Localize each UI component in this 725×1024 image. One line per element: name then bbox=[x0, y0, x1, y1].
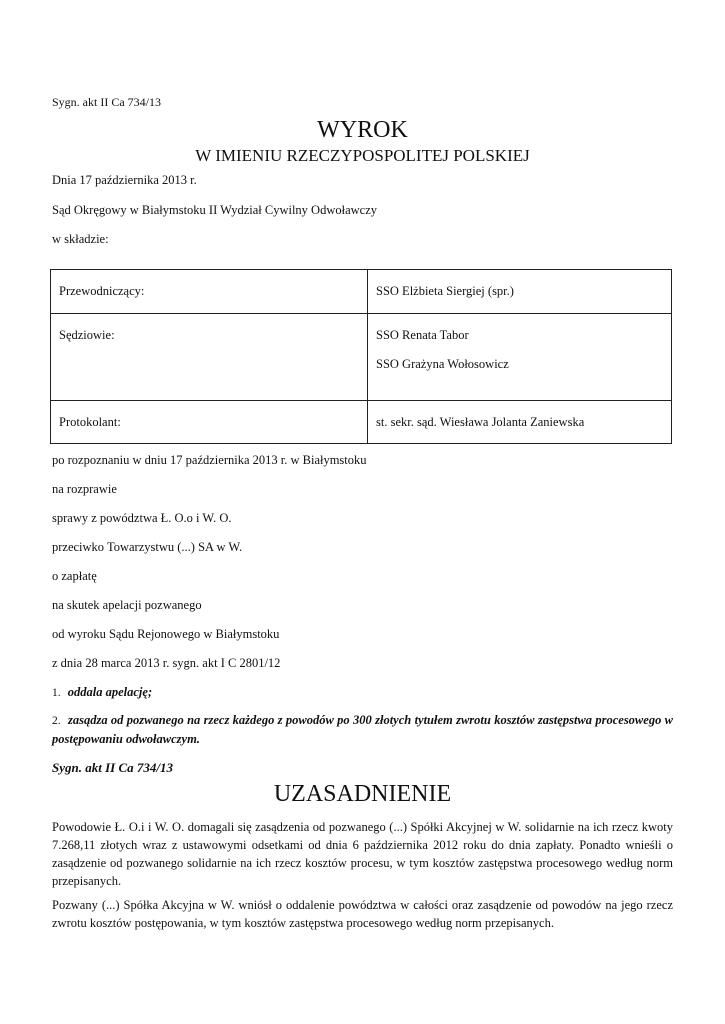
judge-name: SSO Renata Tabor bbox=[376, 328, 469, 342]
court-composition-table bbox=[50, 269, 672, 444]
justification-case-signature: Sygn. akt II Ca 734/13 bbox=[52, 760, 173, 775]
proceedings-line: o zapłatę bbox=[52, 569, 97, 583]
table-row bbox=[51, 401, 672, 444]
ruling-item bbox=[52, 711, 673, 748]
proceedings-line: na rozprawie bbox=[52, 482, 117, 496]
composition-label: w składzie: bbox=[52, 232, 109, 246]
case-signature: Sygn. akt II Ca 734/13 bbox=[52, 95, 161, 109]
proceedings-line: przeciwko Towarzystwu (...) SA w W. bbox=[52, 540, 243, 554]
judgment-date: Dnia 17 października 2013 r. bbox=[52, 173, 197, 187]
judges-cell bbox=[368, 314, 672, 401]
clerk-name: st. sekr. sąd. Wiesława Jolanta Zaniewska bbox=[368, 401, 672, 444]
proceedings-line: od wyroku Sądu Rejonowego w Białymstoku bbox=[52, 627, 280, 641]
judge-name: SSO Grażyna Wołosowicz bbox=[376, 357, 509, 371]
proceedings-line: na skutek apelacji pozwanego bbox=[52, 598, 202, 612]
document-subtitle: W IMIENIU RZECZYPOSPOLITEJ POLSKIEJ bbox=[195, 146, 530, 165]
ruling-item-number: 1. bbox=[52, 687, 61, 699]
ruling-item-text: zasądza od pozwanego na rzecz każdego z powodów po 300 złotych tytułem zwrotu kosztów zastępstwa procesowego w postępowaniu odwoławczym. bbox=[52, 713, 673, 746]
table-row bbox=[51, 270, 672, 314]
proceedings-line: sprawy z powództwa Ł. O.o i W. O. bbox=[52, 511, 232, 525]
table-row bbox=[51, 314, 672, 401]
court-name: Sąd Okręgowy w Białymstoku II Wydział Cywilny Odwoławczy bbox=[52, 203, 378, 217]
ruling-item-number: 2. bbox=[52, 715, 61, 727]
judges-label: Sędziowie: bbox=[51, 314, 368, 401]
ruling-item bbox=[52, 684, 152, 701]
presiding-name: SSO Elżbieta Siergiej (spr.) bbox=[368, 270, 672, 314]
presiding-label: Przewodniczący: bbox=[51, 270, 368, 314]
clerk-label: Protokolant: bbox=[51, 401, 368, 444]
proceedings-line: po rozpoznaniu w dniu 17 października 2013 r. w Białymstoku bbox=[52, 453, 367, 467]
justification-paragraph: Powodowie Ł. O.i i W. O. domagali się zasądzenia od pozwanego (...) Spółki Akcyjnej w W. solidarnie na ich rzecz kwoty 7.268,11 złotych wraz z ustawowymi odsetkami od dnia 6 października 2012 roku do dnia zapłaty. Ponadto wnieśli o zasądzenie od pozwanego solidarnie na ich rzecz kosztów procesu, w tym kosztów zastępstwa procesowego według norm przepisanych. bbox=[52, 820, 673, 888]
justification-paragraph: Pozwany (...) Spółka Akcyjna w W. wniósł o oddalenie powództwa w całości oraz zasądzenie od powodów na jego rzecz zwrotu kosztów postępowania, w tym kosztów zastępstwa procesowego według norm przepisanych. bbox=[52, 898, 673, 930]
document-title: WYROK bbox=[317, 117, 408, 143]
proceedings-line: z dnia 28 marca 2013 r. sygn. akt I C 2801/12 bbox=[52, 656, 281, 670]
justification-title: UZASADNIENIE bbox=[273, 781, 452, 807]
ruling-item-text: oddala apelację; bbox=[67, 685, 153, 699]
